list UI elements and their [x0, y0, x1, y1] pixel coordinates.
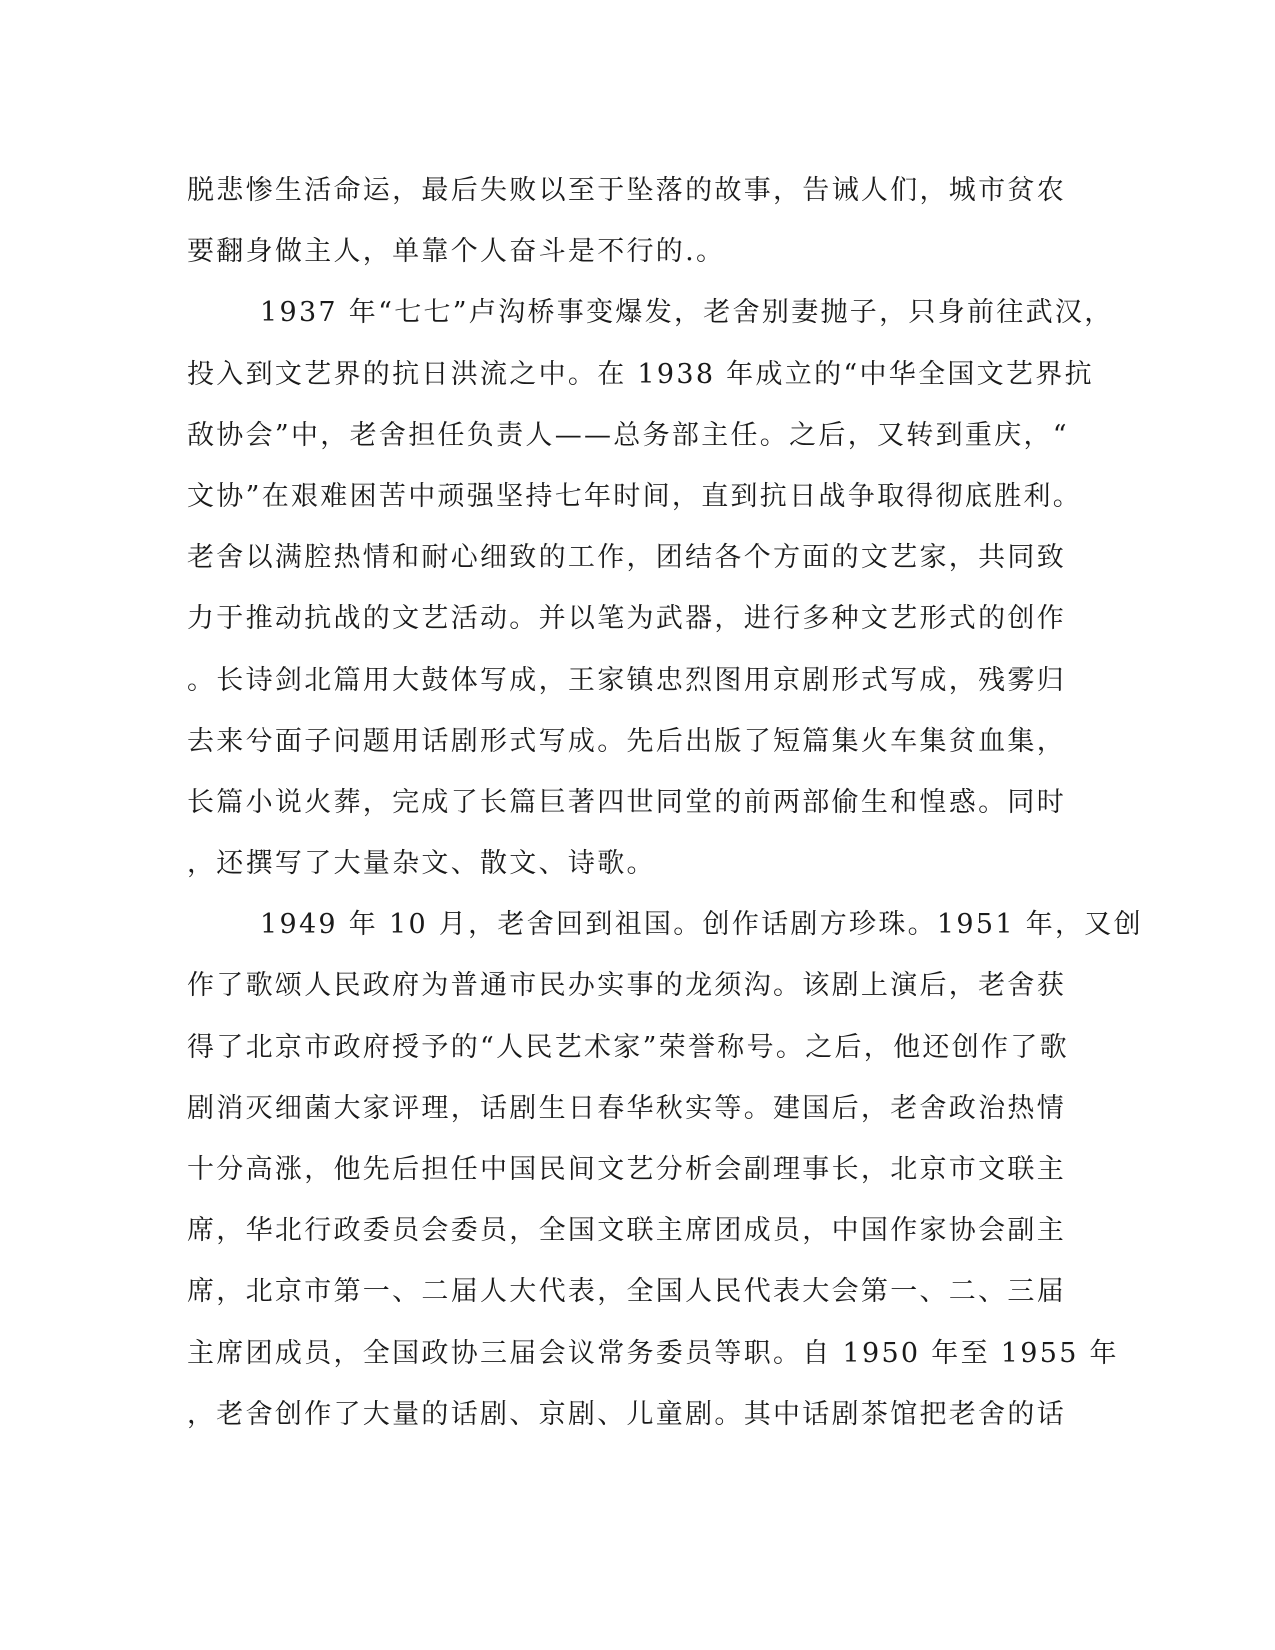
- text-line: 长篇小说火葬，完成了长篇巨著四世同堂的前两部偷生和惶惑。同时: [187, 786, 1066, 818]
- text-line: 去来兮面子问题用话剧形式写成。先后出版了短篇集火车集贫血集，: [187, 725, 1066, 757]
- text-line: 投入到文艺界的抗日洪流之中。在 1938 年成立的“中华全国文艺界抗: [187, 358, 1094, 390]
- text-line: 作了歌颂人民政府为普通市民办实事的龙须沟。该剧上演后，老舍获: [187, 970, 1066, 1002]
- text-line: 要翻身做主人，单靠个人奋斗是不行的.。: [187, 236, 726, 268]
- text-line: 文协”在艰难困苦中顽强坚持七年时间，直到抗日战争取得彻底胜利。: [187, 480, 1083, 512]
- text-line: 剧消灭细菌大家评理，话剧生日春华秋实等。建国后，老舍政治热情: [187, 1092, 1066, 1124]
- text-line: 脱悲惨生活命运，最后失败以至于坠落的故事，告诫人们，城市贫农: [187, 175, 1066, 206]
- text-line: 席，华北行政委员会委员，全国文联主席团成员，中国作家协会副主: [187, 1215, 1066, 1247]
- text-line: 主席团成员，全国政协三届会议常务委员等职。自 1950 年至 1955 年: [187, 1337, 1119, 1369]
- text-line: 席，北京市第一、二届人大代表，全国人民代表大会第一、二、三届: [187, 1276, 1066, 1308]
- paragraph-start-line: 1937 年“七七”卢沟桥事变爆发，老舍别妻抛子，只身前往武汉，: [260, 297, 1114, 329]
- paragraph-start-line: 1949 年 10 月，老舍回到祖国。创作话剧方珍珠。1951 年，又创: [260, 909, 1143, 941]
- text-line: ，还撰写了大量杂文、散文、诗歌。: [187, 848, 656, 880]
- text-line: 得了北京市政府授予的“人民艺术家”荣誉称号。之后，他还创作了歌: [187, 1031, 1069, 1063]
- text-line: 力于推动抗战的文艺活动。并以笔为武器，进行多种文艺形式的创作: [187, 603, 1066, 635]
- text-line: 敌协会”中，老舍担任负责人——总务部主任。之后，又转到重庆，“: [187, 419, 1069, 451]
- body-text: [187, 160, 1143, 1445]
- text-line: 十分高涨，他先后担任中国民间文艺分析会副理事长，北京市文联主: [187, 1154, 1066, 1185]
- text-line: 。长诗剑北篇用大鼓体写成，王家镇忠烈图用京剧形式写成，残雾归: [187, 664, 1066, 696]
- text-line: ，老舍创作了大量的话剧、京剧、儿童剧。其中话剧茶馆把老舍的话: [187, 1398, 1066, 1430]
- text-line: 老舍以满腔热情和耐心细致的工作，团结各个方面的文艺家，共同致: [187, 542, 1066, 574]
